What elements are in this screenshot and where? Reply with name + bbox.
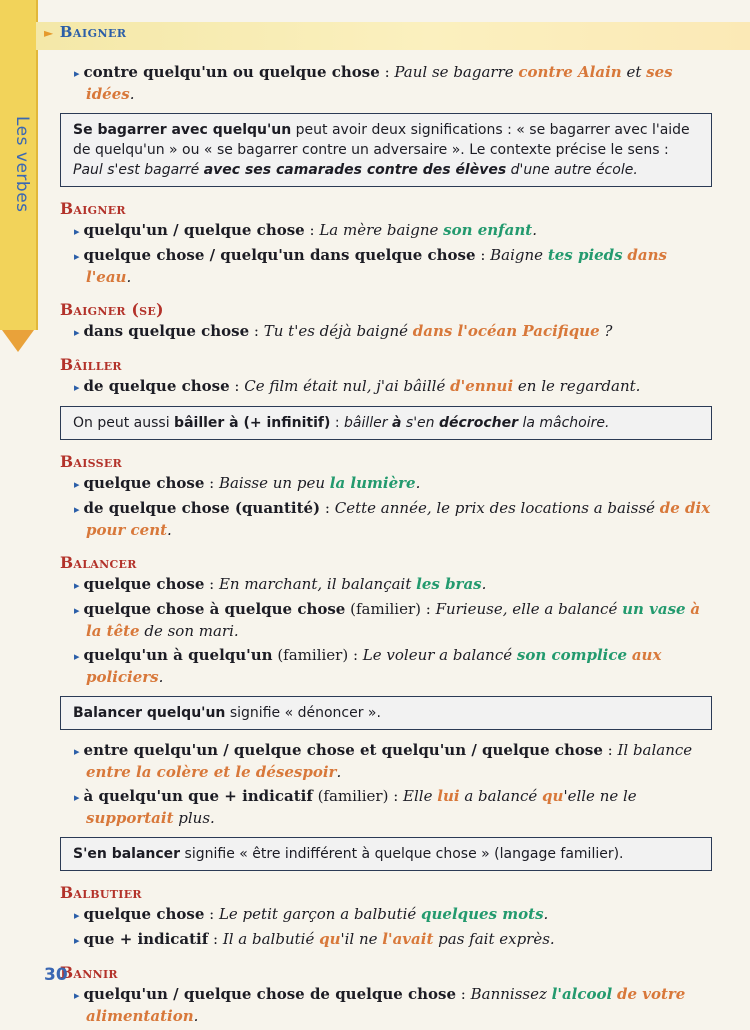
example-text: Cette année, le prix des locations a baissé	[334, 499, 660, 517]
complement: contre Alain	[518, 63, 622, 81]
construction: quelque chose à quelque chose	[83, 600, 346, 618]
construction-line	[60, 645, 712, 688]
usage-note	[60, 113, 712, 187]
separator: :	[388, 787, 404, 805]
note-bold: S'en balancer	[73, 846, 181, 862]
construction: que + indicatif	[83, 930, 209, 948]
complement: de dix pour cent	[86, 499, 711, 539]
example-text: .	[415, 474, 421, 492]
separator: :	[304, 221, 320, 239]
example-text: de son mari.	[139, 622, 239, 640]
example-text: .	[167, 521, 172, 539]
separator: :	[249, 322, 264, 340]
example-text: plus.	[173, 809, 215, 827]
example-text: Ce film était nul, j'ai bâillé	[244, 377, 451, 395]
separator: :	[320, 499, 335, 517]
example-text: .	[336, 763, 342, 781]
bullet-icon: ▸	[74, 225, 80, 238]
entry-heading: Bannir	[60, 963, 118, 982]
bullet-icon: ▸	[74, 381, 80, 394]
example-text: .	[481, 575, 487, 593]
example-text: Paul se bagarre	[394, 63, 519, 81]
separator: :	[602, 741, 618, 759]
thumb-tab-arrow-icon	[2, 330, 34, 352]
object: l'alcool	[551, 985, 613, 1003]
bullet-icon: ▸	[74, 934, 80, 947]
separator: :	[379, 63, 395, 81]
separator: :	[475, 246, 491, 264]
note-text: On peut aussi	[73, 415, 175, 431]
page-content	[60, 62, 712, 1030]
example-text: Furieuse, elle a balancé	[435, 600, 623, 618]
separator: :	[348, 646, 363, 664]
construction: quelque chose / quelqu'un dans quelque chose	[83, 246, 476, 264]
bullet-icon: ▸	[74, 989, 80, 1002]
bullet-icon: ▸	[74, 67, 80, 80]
note-example: Paul s'est bagarré	[73, 162, 204, 178]
usage-note	[60, 406, 712, 440]
object: la lumière	[329, 474, 416, 492]
note-example-bold: à	[392, 415, 402, 431]
complement: aux policiers	[86, 646, 662, 686]
construction-line	[60, 574, 712, 596]
construction-line	[60, 904, 712, 926]
note-example-bold: décrocher	[438, 415, 518, 431]
example-text: 'il ne	[340, 930, 383, 948]
note-text: signifie « être indifférent à quelque chose » (langage familier).	[180, 846, 624, 862]
object: quelques mots	[421, 905, 544, 923]
example-text: Il balance	[617, 741, 693, 759]
note-example: bâiller	[344, 415, 392, 431]
section-label: Les verbes	[12, 116, 32, 213]
example-text: a balancé	[459, 787, 543, 805]
page-number: 30	[44, 965, 68, 985]
construction-line	[60, 599, 712, 642]
example-text: .	[158, 668, 164, 686]
register-label: (familier)	[312, 787, 389, 805]
register-label: (familier)	[345, 600, 421, 618]
construction-line	[60, 220, 712, 242]
construction: de quelque chose (quantité)	[83, 499, 321, 517]
separator: :	[229, 377, 245, 395]
complement: ses idées	[86, 63, 673, 103]
complement: l'avait	[382, 930, 434, 948]
bullet-icon: ▸	[74, 650, 80, 663]
example-text: Elle	[403, 787, 438, 805]
construction: de quelque chose	[83, 377, 230, 395]
running-header	[44, 23, 127, 41]
example-text: en le regardant.	[513, 377, 641, 395]
example-text: La mère baigne	[319, 221, 444, 239]
construction-line	[60, 376, 712, 398]
example-text: Il a balbutié	[222, 930, 320, 948]
complement: lui	[437, 787, 460, 805]
construction: quelqu'un / quelque chose	[83, 221, 305, 239]
complement: supportait	[86, 809, 174, 827]
construction-line	[60, 786, 712, 829]
construction: quelque chose	[83, 474, 205, 492]
bullet-icon: ▸	[74, 909, 80, 922]
separator: :	[208, 930, 223, 948]
object: un vase	[622, 600, 686, 618]
register-label: (familier)	[272, 646, 349, 664]
bullet-icon: ▸	[74, 250, 80, 263]
entry-heading: Baisser	[60, 452, 123, 471]
example-text: et	[621, 63, 647, 81]
note-text: :	[330, 415, 345, 431]
note-example: s'en	[401, 415, 439, 431]
complement: qu	[542, 787, 564, 805]
example-text: Le petit garçon a balbutié	[218, 905, 422, 923]
bullet-icon: ▸	[74, 791, 80, 804]
construction: quelqu'un / quelque chose de quelque chose	[83, 985, 457, 1003]
separator: :	[204, 575, 219, 593]
entry-heading: Balancer	[60, 553, 137, 572]
complement: dans l'eau	[86, 246, 667, 286]
object: son enfant	[443, 221, 533, 239]
construction: quelqu'un à quelqu'un	[83, 646, 273, 664]
example-text: .	[193, 1007, 199, 1025]
construction-line	[60, 245, 712, 288]
note-example: d'une autre école.	[506, 162, 638, 178]
example-text: 'elle ne le	[563, 787, 637, 805]
bullet-icon: ▸	[74, 604, 80, 617]
construction: entre quelqu'un / quelque chose et quelqu'un / quelque chose	[83, 741, 603, 759]
entry-heading: Bâiller	[60, 355, 122, 374]
example-text: Tu t'es déjà baigné	[263, 322, 413, 340]
complement: dans l'océan Pacifique	[412, 322, 600, 340]
example-text: Bannissez	[470, 985, 552, 1003]
note-bold: Balancer quelqu'un	[73, 705, 226, 721]
separator: :	[204, 905, 219, 923]
example-text: .	[129, 85, 135, 103]
example-text: Le voleur a balancé	[362, 646, 517, 664]
note-bold: Se bagarrer avec quelqu'un	[73, 122, 292, 138]
construction-line	[60, 498, 712, 541]
note-text: peut avoir deux significations : « se bagarrer avec l'aide de quelqu'un » ou « se bagarrer contre un adversaire ». Le contexte précise le sens :	[73, 122, 690, 158]
header-band	[36, 22, 750, 50]
example-text: ?	[599, 322, 613, 340]
construction-line	[60, 740, 712, 783]
construction: quelque chose	[83, 575, 205, 593]
bullet-icon: ▸	[74, 478, 80, 491]
separator: :	[204, 474, 219, 492]
construction: contre quelqu'un ou quelque chose	[83, 63, 380, 81]
example-text: .	[126, 268, 132, 286]
example-text: En marchant, il balançait	[218, 575, 417, 593]
note-bold: bâiller à (+ infinitif)	[174, 415, 331, 431]
example-text: .	[532, 221, 537, 239]
separator: :	[456, 985, 471, 1003]
example-text: Baigne	[490, 246, 548, 264]
bullet-icon: ▸	[74, 503, 80, 516]
note-text: signifie « dénoncer ».	[225, 705, 381, 721]
example-text: .	[543, 905, 549, 923]
construction-line	[60, 321, 712, 343]
construction-line	[60, 929, 712, 951]
construction: dans quelque chose	[83, 322, 250, 340]
triangle-right-icon: ►	[44, 26, 54, 40]
example-text: pas fait exprès.	[433, 930, 555, 948]
construction-line	[60, 984, 712, 1027]
note-example: la mâchoire.	[518, 415, 610, 431]
object: les bras	[416, 575, 482, 593]
complement: qu	[319, 930, 341, 948]
construction-line	[60, 473, 712, 495]
construction: à quelqu'un que + indicatif	[83, 787, 313, 805]
complement: de votre alimentation	[86, 985, 686, 1025]
bullet-icon: ▸	[74, 326, 80, 339]
example-text: Baisse un peu	[218, 474, 330, 492]
complement: à la tête	[86, 600, 701, 640]
construction: quelque chose	[83, 905, 205, 923]
separator: :	[421, 600, 436, 618]
running-header-word: Baigner	[59, 23, 127, 41]
entry-heading: Baigner (se)	[60, 300, 164, 319]
object: son complice	[516, 646, 628, 664]
object: tes pieds	[547, 246, 623, 264]
construction-line	[60, 62, 712, 105]
complement: entre la colère et le désespoir	[86, 763, 337, 781]
entry-heading: Baigner	[60, 199, 126, 218]
note-example-bold: avec ses camarades contre des élèves	[203, 162, 507, 178]
entry-heading: Balbutier	[60, 883, 142, 902]
bullet-icon: ▸	[74, 745, 80, 758]
complement: d'ennui	[450, 377, 514, 395]
usage-note	[60, 696, 712, 730]
usage-note	[60, 837, 712, 871]
bullet-icon: ▸	[74, 579, 80, 592]
